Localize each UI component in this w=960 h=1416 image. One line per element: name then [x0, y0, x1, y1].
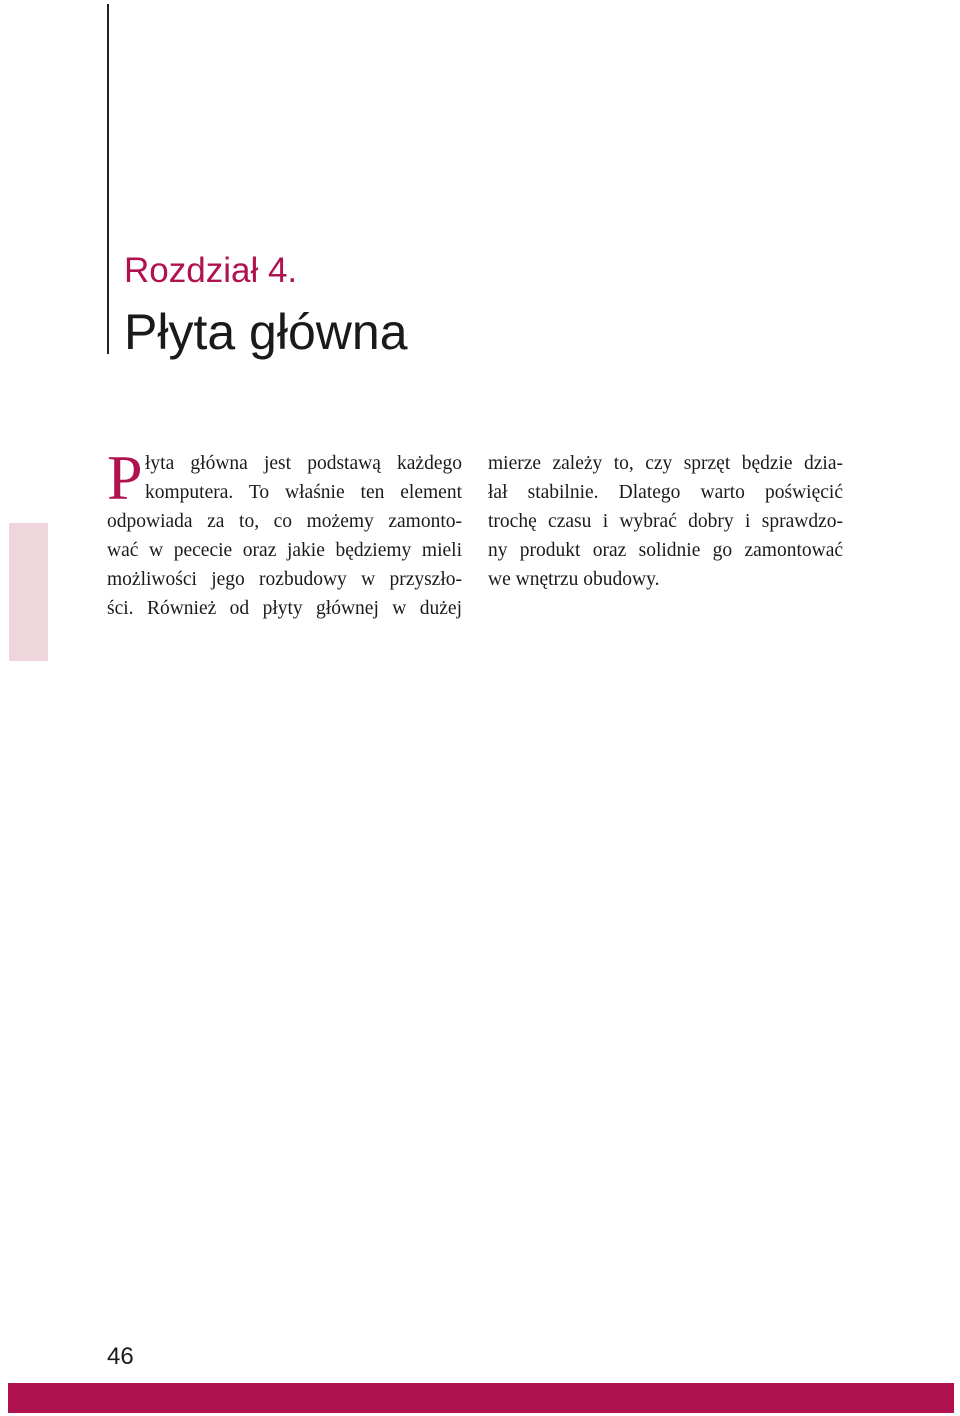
paragraph-line: łyta główna jest podstawą każdego	[145, 453, 462, 474]
chapter-title: Płyta główna	[124, 304, 408, 360]
vertical-rule	[107, 4, 109, 354]
footer-bar	[8, 1383, 954, 1413]
paragraph-line: wać w pececie oraz jakie będziemy mieli	[107, 539, 462, 561]
right-column	[488, 450, 843, 595]
paragraph-line: ny produkt oraz solidnie go zamontować	[488, 539, 843, 561]
left-column	[107, 442, 462, 623]
paragraph-line: mierze zależy to, czy sprzęt będzie dzia-	[488, 453, 843, 474]
paragraph-line: możliwości jego rozbudowy w przyszło-	[107, 568, 462, 590]
paragraph-line: łał stabilnie. Dlatego warto poświęcić	[488, 481, 843, 503]
paragraph-line: odpowiada za to, co możemy zamonto-	[107, 510, 462, 532]
drop-cap: P	[107, 442, 143, 513]
paragraph-line: ści. Również od płyty głównej w dużej	[107, 597, 462, 619]
margin-tab	[9, 523, 48, 661]
paragraph-line: komputera. To właśnie ten element	[145, 481, 462, 503]
paragraph-line: we wnętrzu obudowy.	[488, 568, 660, 590]
chapter-label: Rozdział 4.	[124, 251, 298, 290]
paragraph-line: trochę czasu i wybrać dobry i sprawdzo-	[488, 510, 843, 532]
page-number: 46	[107, 1343, 134, 1370]
